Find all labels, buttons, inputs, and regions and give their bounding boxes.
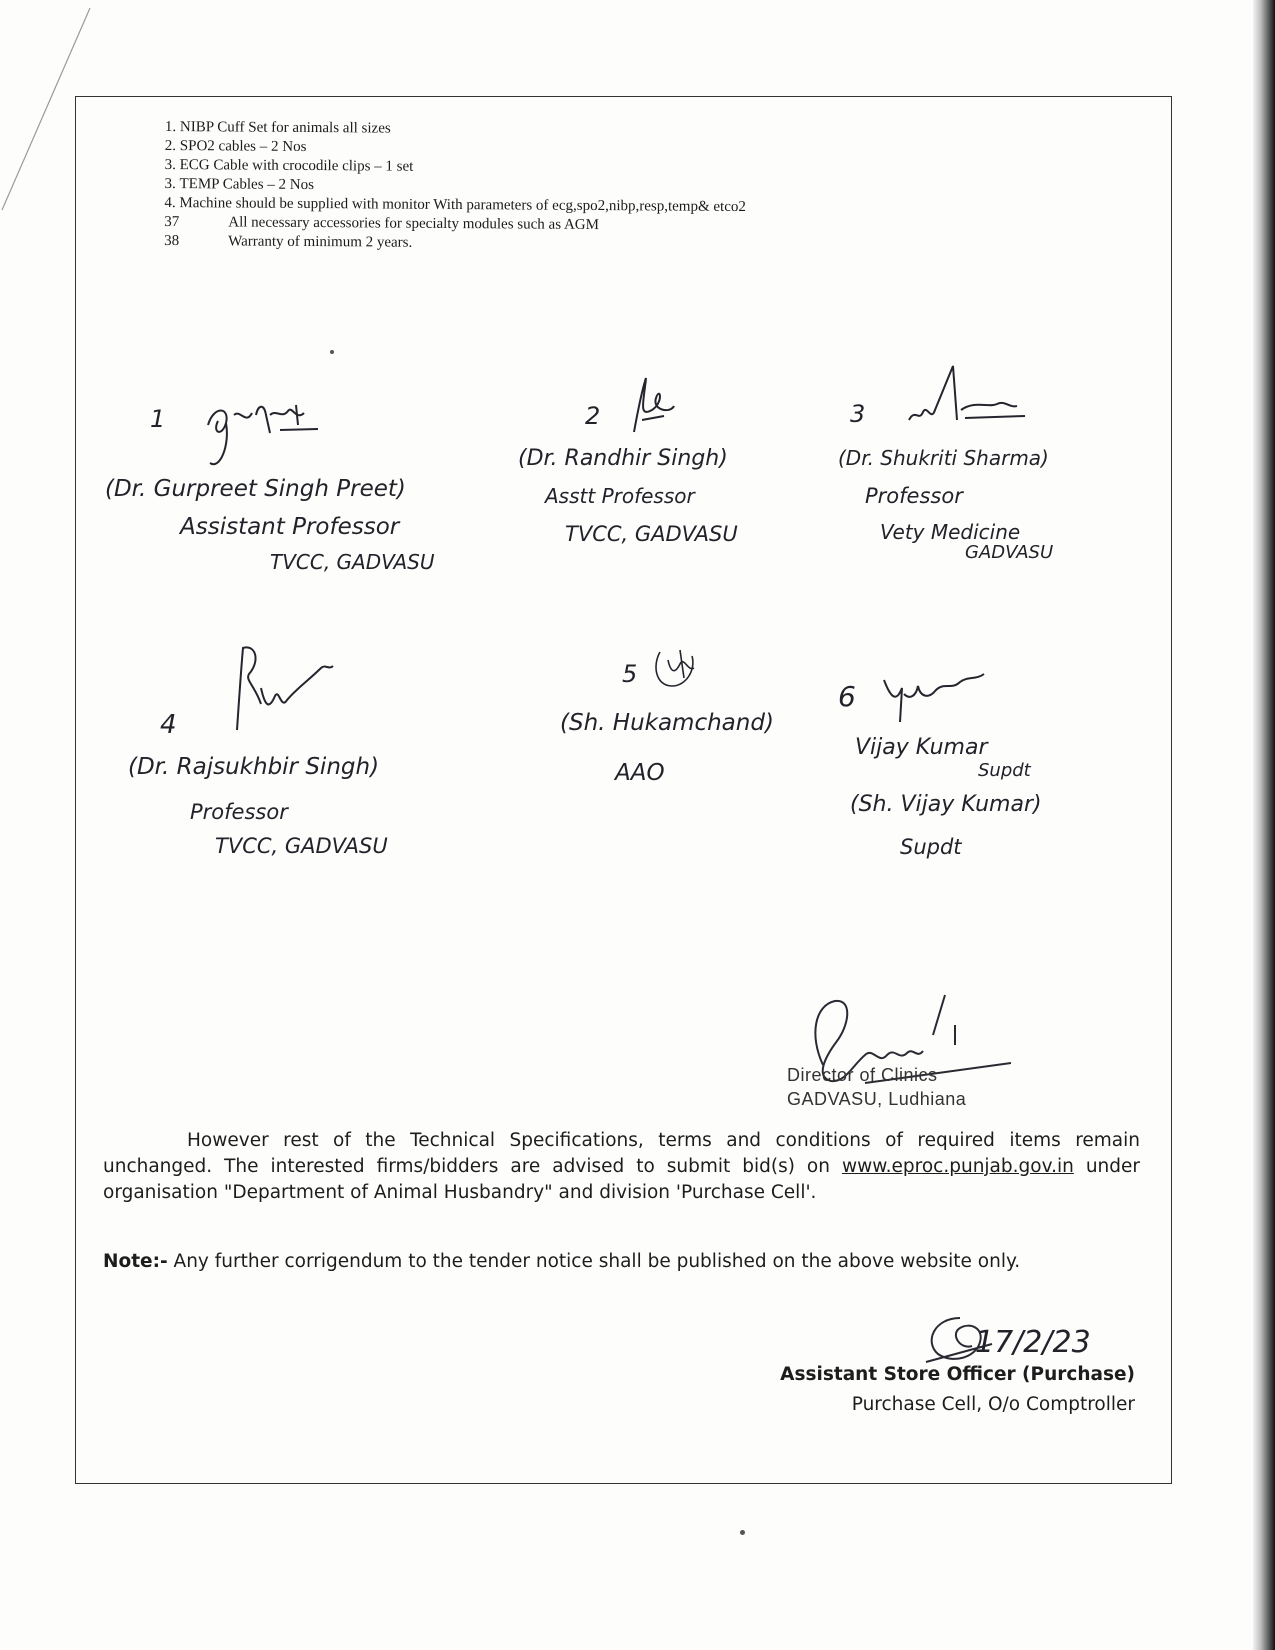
signatory-number: 6	[838, 680, 856, 713]
handwritten-signature	[612, 370, 682, 440]
signatory-number: 4	[160, 710, 177, 740]
spec-item: 38 Warranty of minimum 2 years.	[164, 232, 413, 251]
signatory-number: 5	[622, 660, 638, 688]
spec-item: 4. Machine should be supplied with monitor With parameters of ecg,spo2,nibp,resp,temp& etco2	[164, 194, 746, 216]
signatory-number: 2	[585, 402, 601, 430]
signatory-number: 3	[850, 400, 866, 428]
note-line: Note:- Any further corrigendum to the tender notice shall be published on the above website only.	[103, 1251, 1021, 1272]
signatory-number: 1	[150, 405, 166, 433]
officer-title: Assistant Store Officer (Purchase)	[780, 1364, 1135, 1385]
handwritten-signature	[905, 360, 1035, 440]
scan-speck	[330, 350, 334, 354]
director-stamp: Director of Clinics GADVASU, Ludhiana	[787, 1065, 967, 1109]
spec-item: 2. SPO2 cables – 2 Nos	[164, 137, 307, 155]
corrigendum-paragraph: However rest of the Technical Specifications, terms and conditions of required items remain unchanged. The interested firms/bidders are advised to submit bid(s) on www.eproc.punjab.gov.in under organisation "Department of Animal Husbandry" and division 'Purchase Cell'.	[103, 1130, 1141, 1203]
signature-date: 17/2/23	[975, 1325, 1091, 1360]
spec-item: 1. NIBP Cuff Set for animals all sizes	[164, 118, 391, 137]
eproc-website-link[interactable]: www.eproc.punjab.gov.in	[841, 1156, 1074, 1177]
handwritten-signature	[650, 642, 710, 692]
note-label: Note:-	[103, 1251, 168, 1272]
handwritten-signature	[225, 640, 345, 740]
document-frame	[75, 96, 1172, 1484]
spec-item: 3. ECG Cable with crocodile clips – 1 set	[164, 156, 414, 175]
officer-office: Purchase Cell, O/o Comptroller	[851, 1394, 1135, 1415]
spec-item: 3. TEMP Cables – 2 Nos	[164, 175, 315, 194]
spec-list	[164, 118, 925, 256]
scan-speck	[740, 1530, 745, 1535]
handwritten-signature	[200, 385, 325, 475]
spec-item: 37 All necessary accessories for specialty modules such as AGM	[164, 213, 600, 234]
handwritten-signature	[880, 660, 990, 730]
scan-edge-shadow	[1253, 0, 1275, 1650]
